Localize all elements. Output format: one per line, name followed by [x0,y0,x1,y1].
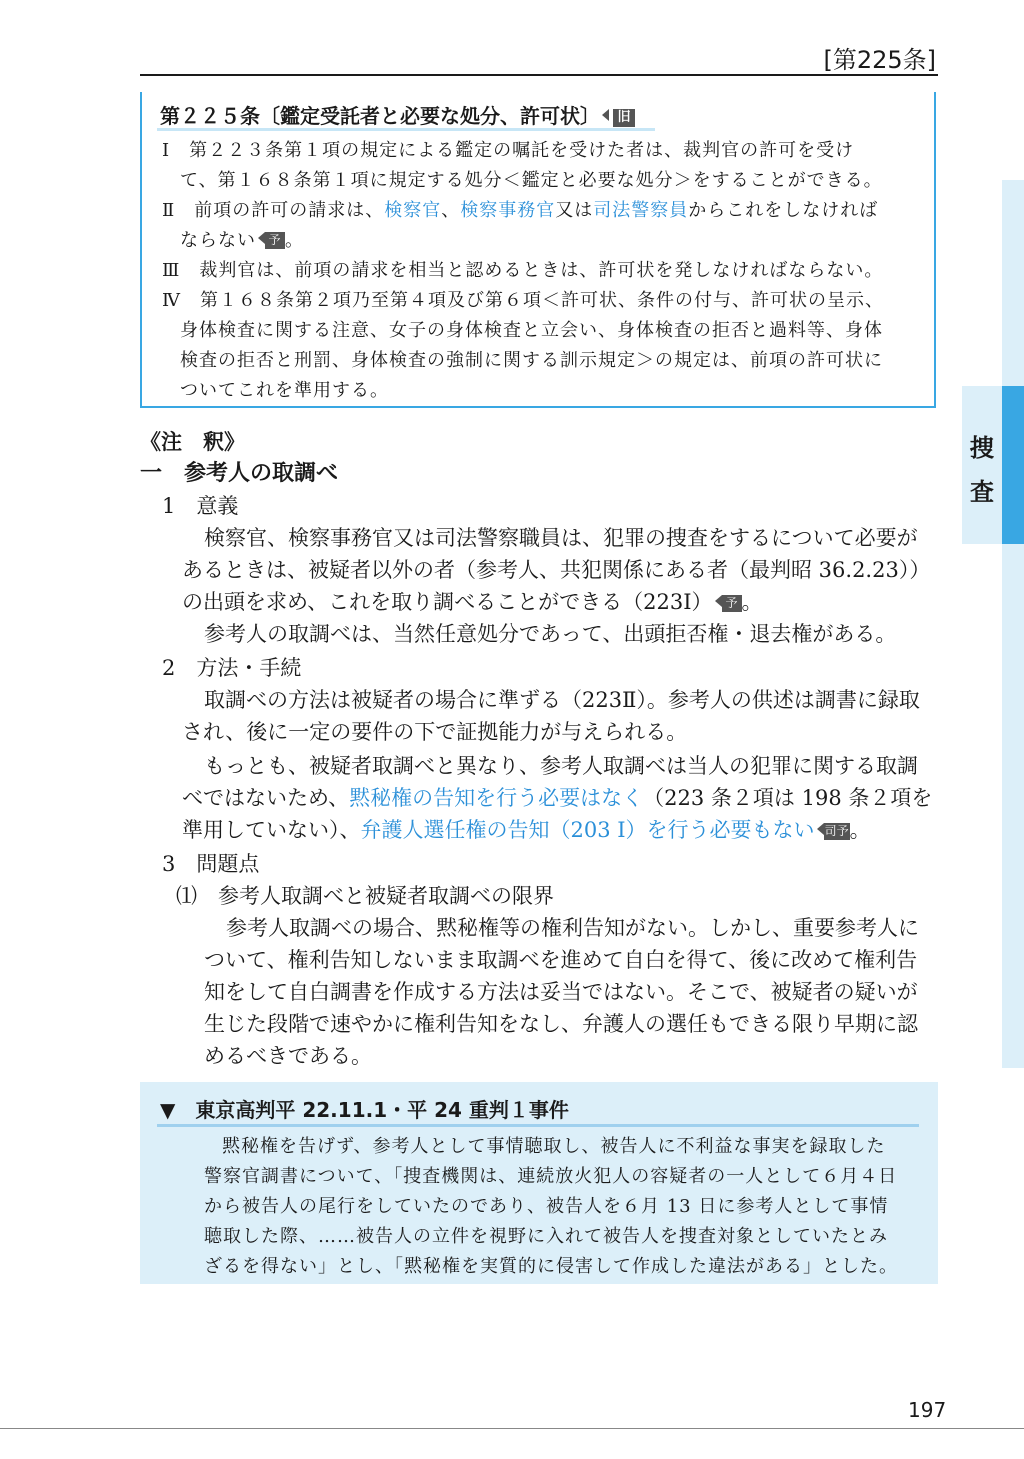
article-para-2-end: 。 [285,230,304,251]
s2-line-3: もっとも、被疑者取調べと異なり、参考人取調べは当人の犯罪に関する取調 [204,754,918,778]
side-tab-char-2: 査 [970,478,994,506]
bottom-rule [0,1428,1024,1429]
s2-line-5-a: 準用していない）、 [182,818,361,842]
subsection-3-sub-1: ⑴ 参考人取調べと被疑者取調べの限界 [176,884,554,908]
case-line-4: 聴取した際、……被告人の立件を視野に入れて被告人を捜査対象としていたとみ [204,1226,888,1247]
yobi-icon: 予 [265,232,285,249]
article-para-2-text-e: 又は [555,200,594,221]
article-para-1-line-2: て、第１６８条第１項に規定する処分＜鑑定と必要な処分＞をすることができる。 [180,170,883,191]
term-prosecutor-assistant: 検察事務官 [460,200,556,221]
article-para-4-line-2: 身体検査に関する注意、女子の身体検査と立会い、身体検査の拒否と過料等、身体 [180,320,883,341]
case-heading-underline [157,1124,919,1127]
page-number: 197 [908,1398,947,1422]
s2-line-2: され、後に一定の要件の下で証拠能力が与えられる。 [182,720,688,744]
article-para-1-line-1: Ⅰ 第２２３条第１項の規定による鑑定の嘱託を受けた者は、裁判官の許可を受け [162,140,855,161]
old-marker-icon [602,109,609,121]
case-heading: ▼ 東京高判平 22.11.1・平 24 重判１事件 [160,1098,569,1122]
s1-line-3-end: 。 [741,590,763,614]
s1-line-3 [182,586,763,616]
section-1-heading: 一 参考人の取調べ [140,460,339,486]
article-para-2-text-a: Ⅱ 前項の許可の請求は、 [162,200,385,221]
article-para-2-line-2-text: ならない [180,230,256,251]
yobi-icon: 予 [722,595,742,612]
s3-line-5: めるべきである。 [204,1044,372,1068]
s2-line-5-highlight: 弁護人選任権の告知（203 Ⅰ）を行う必要もない [360,818,815,842]
article-para-2-text-g: からこれをしなければ [688,200,879,221]
term-judicial-police: 司法警察員 [593,200,689,221]
term-prosecutor: 検察官 [384,200,442,221]
s3-line-3: 知をして自白調書を作成する方法は妥当ではない。そこで、被疑者の疑いが [204,980,918,1004]
marker-icon [715,595,722,607]
article-heading-text: 第２２５条〔鑑定受託者と必要な処分、許可状〕 [160,104,600,128]
s2-line-1: 取調べの方法は被疑者の場合に準ずる（223Ⅱ）。参考人の供述は調書に録取 [204,688,920,712]
article-para-2-text-c: 、 [441,200,461,221]
marker-icon [258,232,265,244]
subsection-1-title: 1 意義 [162,494,239,518]
side-tab [962,386,1002,544]
marker-icon [817,823,824,835]
article-para-2-line-2 [180,226,304,252]
shiho-yobi-icon: 司予 [824,824,849,838]
article-heading-underline [157,128,655,131]
case-line-3: から被告人の尾行をしていたのであり、被告人を６月 13 日に参考人として事情 [204,1196,889,1217]
s2-line-4-highlight: 黙秘権の告知を行う必要はなく [349,786,644,810]
case-line-2: 警察官調書について、「捜査機関は、連続放火犯人の容疑者の一人として６月４日 [204,1166,898,1187]
subsection-2-title: 2 方法・手続 [162,656,302,680]
case-line-1: 黙秘権を告げず、参考人として事情聴取し、被告人に不利益な事実を録取した [222,1136,886,1157]
article-para-4-line-3: 検査の拒否と刑罰、身体検査の強制に関する訓示規定＞の規定は、前項の許可状に [180,350,883,371]
s2-line-4 [182,782,932,812]
page-header-title: [第225条] [823,46,936,74]
subsection-3-title: 3 問題点 [162,852,260,876]
s1-line-1: 検察官、検察事務官又は司法警察職員は、犯罪の捜査をするについて必要が [204,526,918,550]
case-line-5: ざるを得ない」とし、「黙秘権を実質的に侵害して作成した違法がある」とした。 [204,1256,898,1277]
s1-line-2: あるときは、被疑者以外の者（参考人、共犯関係にある者（最判昭 36.2.23）） [182,558,931,582]
s1-line-4: 参考人の取調べは、当然任意処分であって、出頭拒否権・退去権がある。 [204,622,897,646]
article-para-4-line-4: ついてこれを準用する。 [180,380,389,401]
article-para-4-line-1: Ⅳ 第１６８条第２項乃至第４項及び第６項＜許可状、条件の付与、許可状の呈示、 [162,290,884,311]
s3-line-2: ついて、権利告知しないまま取調べを進めて自白を得て、後に改めて権利告 [204,948,918,972]
side-tab-strip [1002,180,1024,1068]
s3-line-1: 参考人取調べの場合、黙秘権等の権利告知がない。しかし、重要参考人に [226,916,919,940]
s2-line-4-a: べではないため、 [182,786,350,810]
old-law-icon: 旧 [613,109,635,127]
s2-line-5-end: 。 [849,818,871,842]
s2-line-5 [182,814,871,844]
s3-line-4: 生じた段階で速やかに権利告知をなし、弁護人の選任もできる限り早期に認 [204,1012,918,1036]
article-para-2-line-1 [162,196,878,222]
header-rule [140,74,938,76]
side-tab-char-1: 捜 [970,434,994,462]
s2-line-4-c: （223 条２項は 198 条２項を [643,786,933,810]
notes-heading: 《注 釈》 [140,429,245,454]
s1-line-3-text: の出頭を求め、これを取り調べることができる（223Ⅰ） [182,590,713,614]
article-para-3: Ⅲ 裁判官は、前項の請求を相当と認めるときは、許可状を発しなければならない。 [162,260,884,281]
article-heading [160,100,635,129]
